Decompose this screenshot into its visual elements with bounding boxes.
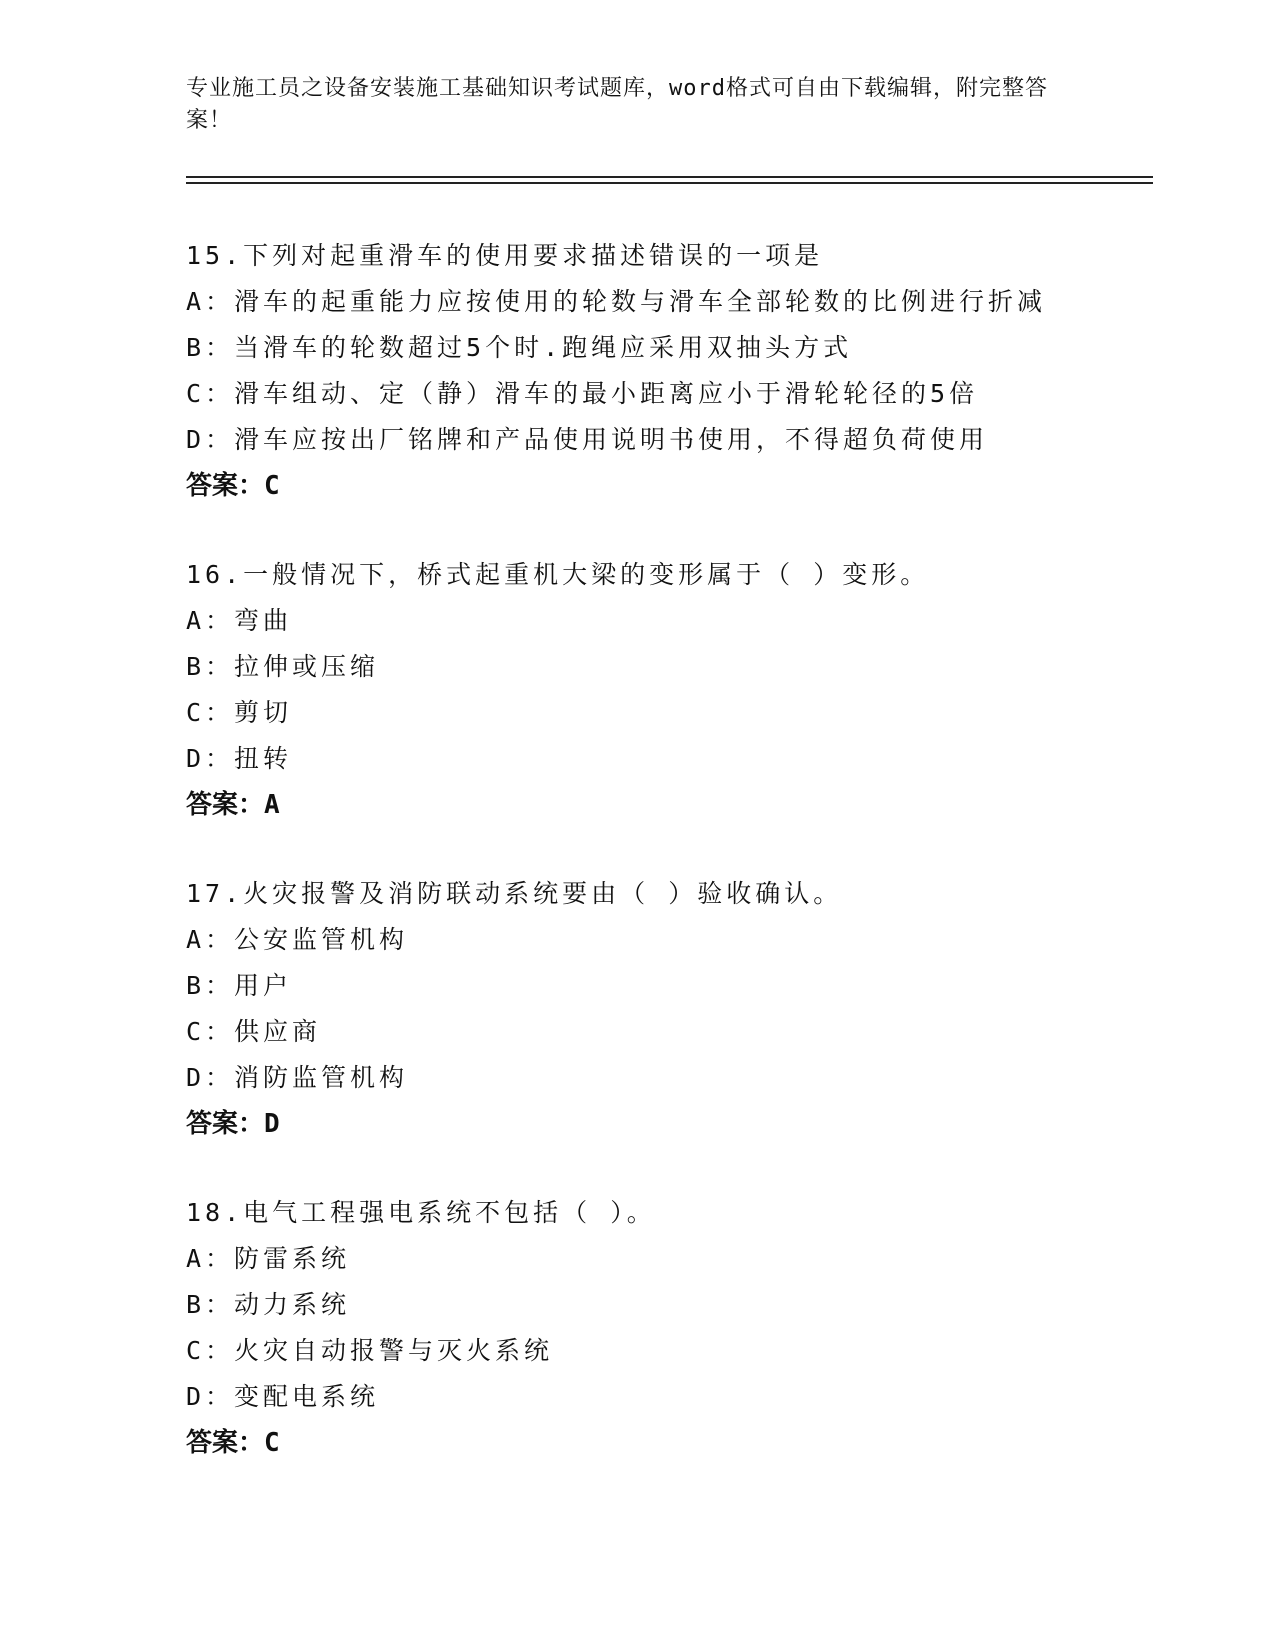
option-d: D：消防监管机构 bbox=[186, 1063, 409, 1092]
option-c: C：滑车组动、定（静）滑车的最小距离应小于滑轮轮径的5倍 bbox=[186, 379, 979, 408]
answer-label: 答案：C bbox=[186, 471, 280, 501]
option-c: C：剪切 bbox=[186, 698, 293, 727]
question-16 bbox=[186, 552, 1146, 828]
option-d: D：扭转 bbox=[186, 744, 293, 773]
option-b: B：拉伸或压缩 bbox=[186, 652, 380, 681]
answer-label: 答案：A bbox=[186, 790, 280, 820]
question-stem: 15.下列对起重滑车的使用要求描述错误的一项是 bbox=[186, 241, 824, 270]
header-divider-top bbox=[186, 176, 1153, 178]
answer-label: 答案：D bbox=[186, 1109, 280, 1139]
option-d: D：变配电系统 bbox=[186, 1382, 380, 1411]
option-b: B：当滑车的轮数超过5个时.跑绳应采用双抽头方式 bbox=[186, 333, 853, 362]
option-b: B：用户 bbox=[186, 971, 293, 1000]
question-18 bbox=[186, 1190, 1146, 1466]
option-b: B：动力系统 bbox=[186, 1290, 351, 1319]
option-a: A：滑车的起重能力应按使用的轮数与滑车全部轮数的比例进行折减 bbox=[186, 287, 1047, 316]
question-stem: 17.火灾报警及消防联动系统要由（ ）验收确认。 bbox=[186, 879, 843, 908]
question-stem: 16.一般情况下，桥式起重机大梁的变形属于（ ）变形。 bbox=[186, 560, 930, 589]
question-stem: 18.电气工程强电系统不包括（ ）。 bbox=[186, 1198, 656, 1227]
option-a: A：公安监管机构 bbox=[186, 925, 409, 954]
answer-label: 答案：C bbox=[186, 1428, 280, 1458]
document-header bbox=[186, 73, 1066, 137]
question-15 bbox=[186, 233, 1146, 509]
option-c: C：火灾自动报警与灭火系统 bbox=[186, 1336, 554, 1365]
header-title: 专业施工员之设备安装施工基础知识考试题库，word格式可自由下载编辑，附完整答案！ bbox=[186, 76, 1048, 133]
header-divider-bottom bbox=[186, 182, 1153, 184]
question-17 bbox=[186, 871, 1146, 1147]
option-d: D：滑车应按出厂铭牌和产品使用说明书使用，不得超负荷使用 bbox=[186, 425, 989, 454]
option-a: A：防雷系统 bbox=[186, 1244, 351, 1273]
option-c: C：供应商 bbox=[186, 1017, 322, 1046]
option-a: A：弯曲 bbox=[186, 606, 293, 635]
